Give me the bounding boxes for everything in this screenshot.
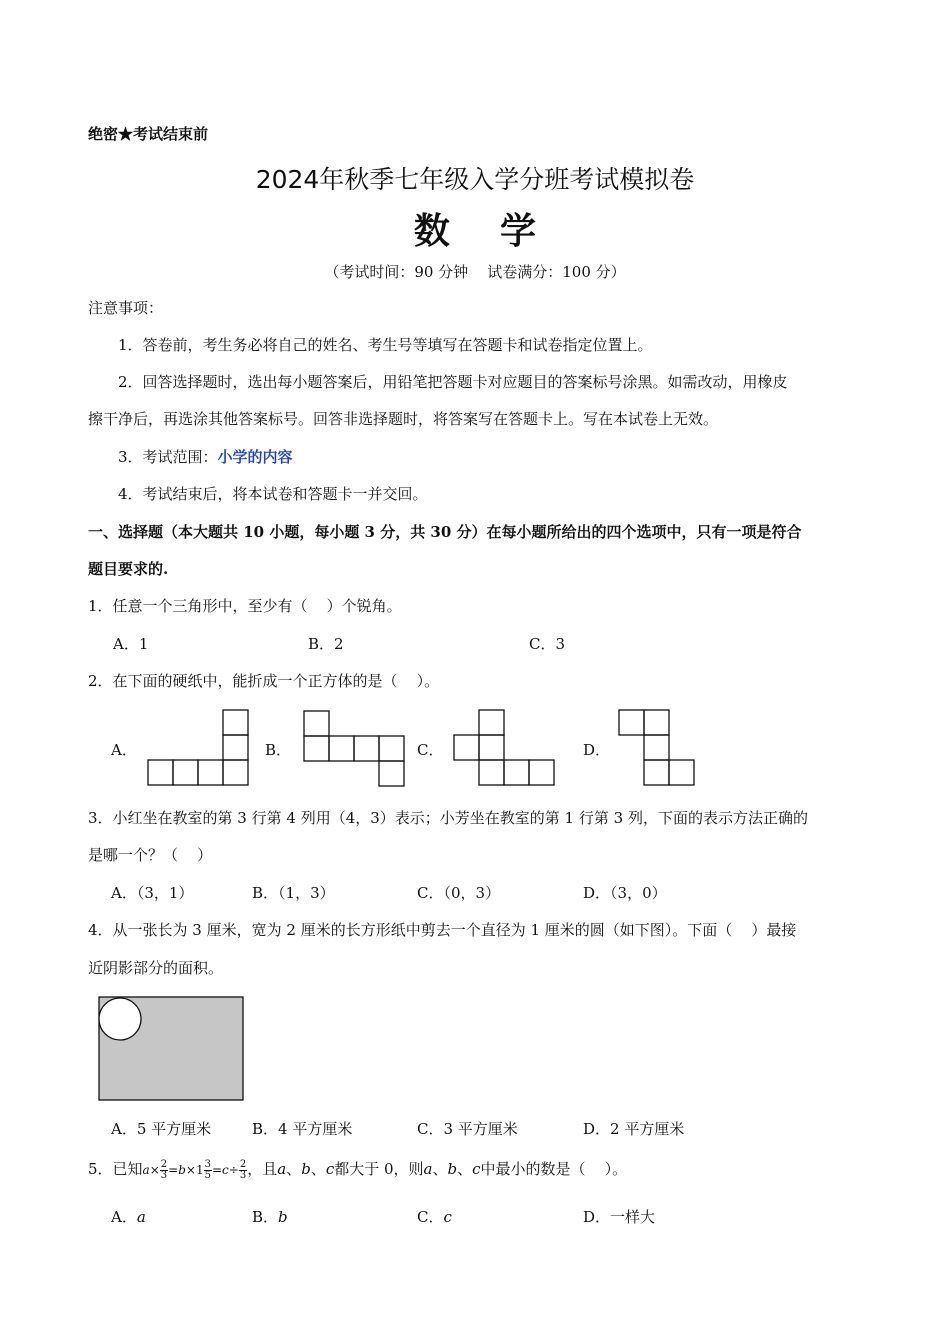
question-5-prefix: 5．已知 [88, 1160, 143, 1178]
note-item-4: 4．考试结束后，将本试卷和答题卡一并交回。 [118, 485, 428, 503]
question-5-option-d[interactable]: D．一样大 [583, 1208, 656, 1226]
fraction-denominator: 5 [204, 1169, 211, 1181]
subject-title: 数 学 [413, 210, 537, 252]
question-1-option-b[interactable]: B．2 [308, 635, 344, 653]
question-1-option-c[interactable]: C．3 [529, 635, 566, 653]
fraction-2-3-b [239, 1160, 247, 1181]
question-3-option-c[interactable]: C．（0，3） [417, 884, 501, 902]
question-4-option-c[interactable]: C．3 平方厘米 [417, 1120, 518, 1138]
var-b: b [301, 1160, 311, 1178]
question-4-option-b[interactable]: B．4 平方厘米 [252, 1120, 353, 1138]
question-2-option-c[interactable]: C． [417, 741, 444, 759]
fraction-numerator: 2 [160, 1158, 168, 1170]
var-b: b [447, 1160, 458, 1178]
var-a: a [423, 1160, 433, 1178]
question-4-option-d[interactable]: D．2 平方厘米 [583, 1120, 685, 1138]
question-3-option-a[interactable]: A．（3，1） [111, 884, 194, 902]
page-title: 2024年秋季七年级入学分班考试模拟卷 [255, 165, 695, 194]
math-equals-1: = [168, 1163, 179, 1177]
math-divide: ÷ [228, 1163, 239, 1177]
fraction-numerator: 3 [204, 1158, 211, 1170]
question-4-stem-line1: 4．从一张长为 3 厘米，宽为 2 厘米的长方形纸中剪去一个直径为 1 厘米的圆（如下图）。下面（ ）最接 [88, 921, 797, 939]
notes-heading: 注意事项： [88, 299, 164, 317]
exam-info: （考试时间：90 分钟 试卷满分：100 分） [324, 263, 626, 281]
option-value: a [136, 1208, 146, 1226]
question-5-end: 中最小的数是（ ）。 [480, 1160, 628, 1178]
question-5-mid2: 都大于 0，则 [334, 1160, 424, 1178]
section-1-heading-line2: 题目要求的. [88, 560, 169, 578]
question-1-option-a[interactable]: A．1 [113, 635, 149, 653]
math-var-a: a [142, 1163, 150, 1177]
question-5-mid1: ，且 [247, 1160, 278, 1178]
separator: 、 [457, 1160, 473, 1178]
separator: 、 [432, 1160, 448, 1178]
question-2-option-d[interactable]: D． [583, 741, 611, 759]
section-1-heading-line1: 一、选择题（本大题共 10 小题，每小题 3 分，共 30 分）在每小题所给出的四个选项中，只有一项是符合 [88, 523, 802, 541]
math-var-c: c [222, 1163, 229, 1177]
question-2-stem: 2．在下面的硬纸中，能折成一个正方体的是（ ）。 [88, 672, 440, 690]
question-5-option-a[interactable] [111, 1206, 146, 1227]
option-label: B． [252, 1208, 279, 1226]
fraction-numerator: 2 [239, 1158, 247, 1170]
question-5-option-c[interactable] [417, 1206, 452, 1227]
question-4-option-a[interactable]: A．5 平方厘米 [111, 1120, 212, 1138]
exam-scope: 小学的内容 [217, 448, 293, 466]
var-c: c [472, 1160, 481, 1178]
secret-mark: 绝密★考试结束前 [88, 125, 209, 143]
question-1-stem: 1．任意一个三角形中，至少有（ ）个锐角。 [88, 597, 402, 615]
note-item-2-line2: 擦干净后，再选涂其他答案标号。回答非选择题时，将答案写在答题卡上。写在本试卷上无效。 [88, 410, 719, 428]
fraction-denominator: 3 [160, 1169, 168, 1181]
fraction-3-5 [204, 1160, 212, 1181]
math-times-1: × [149, 1163, 160, 1177]
note-item-2-line1: 2．回答选择题时，选出每小题答案后，用铅笔把答题卡对应题目的答案标号涂黑。如需改动，用橡皮 [118, 373, 788, 391]
question-2-option-a[interactable]: A． [111, 741, 137, 759]
math-equals-2: = [211, 1163, 223, 1177]
var-c: c [325, 1160, 335, 1178]
fraction-2-3 [160, 1160, 168, 1181]
fraction-denominator: 3 [239, 1169, 247, 1181]
question-3-option-d[interactable]: D．（3，0） [583, 884, 667, 902]
option-label: A． [111, 1208, 137, 1226]
question-5-stem [88, 1152, 627, 1187]
option-value: c [443, 1208, 452, 1226]
option-value: b [278, 1208, 288, 1226]
question-5-option-b[interactable] [252, 1206, 288, 1227]
math-var-b: b [178, 1163, 186, 1177]
separator: 、 [310, 1160, 326, 1178]
question-2-option-b[interactable]: B． [265, 741, 292, 759]
note-item-1: 1．答卷前，考生务必将自己的姓名、考生号等填写在答题卡和试卷指定位置上。 [118, 336, 653, 354]
question-3-stem-line1: 3．小红坐在教室的第 3 行第 4 列用（4，3）表示；小芳坐在教室的第 1 行第 3 列，下面的表示方法正确的 [88, 809, 808, 827]
separator: 、 [286, 1160, 302, 1178]
math-times-2: ×1 [185, 1163, 204, 1177]
question-4-stem-line2: 近阴影部分的面积。 [88, 959, 224, 977]
question-3-stem-line2: 是哪一个？（ ） [88, 846, 213, 864]
option-label: C． [417, 1208, 444, 1226]
var-a: a [277, 1160, 287, 1178]
question-3-option-b[interactable]: B．（1，3） [252, 884, 335, 902]
note-item-3-prefix: 3．考试范围： [118, 448, 218, 466]
